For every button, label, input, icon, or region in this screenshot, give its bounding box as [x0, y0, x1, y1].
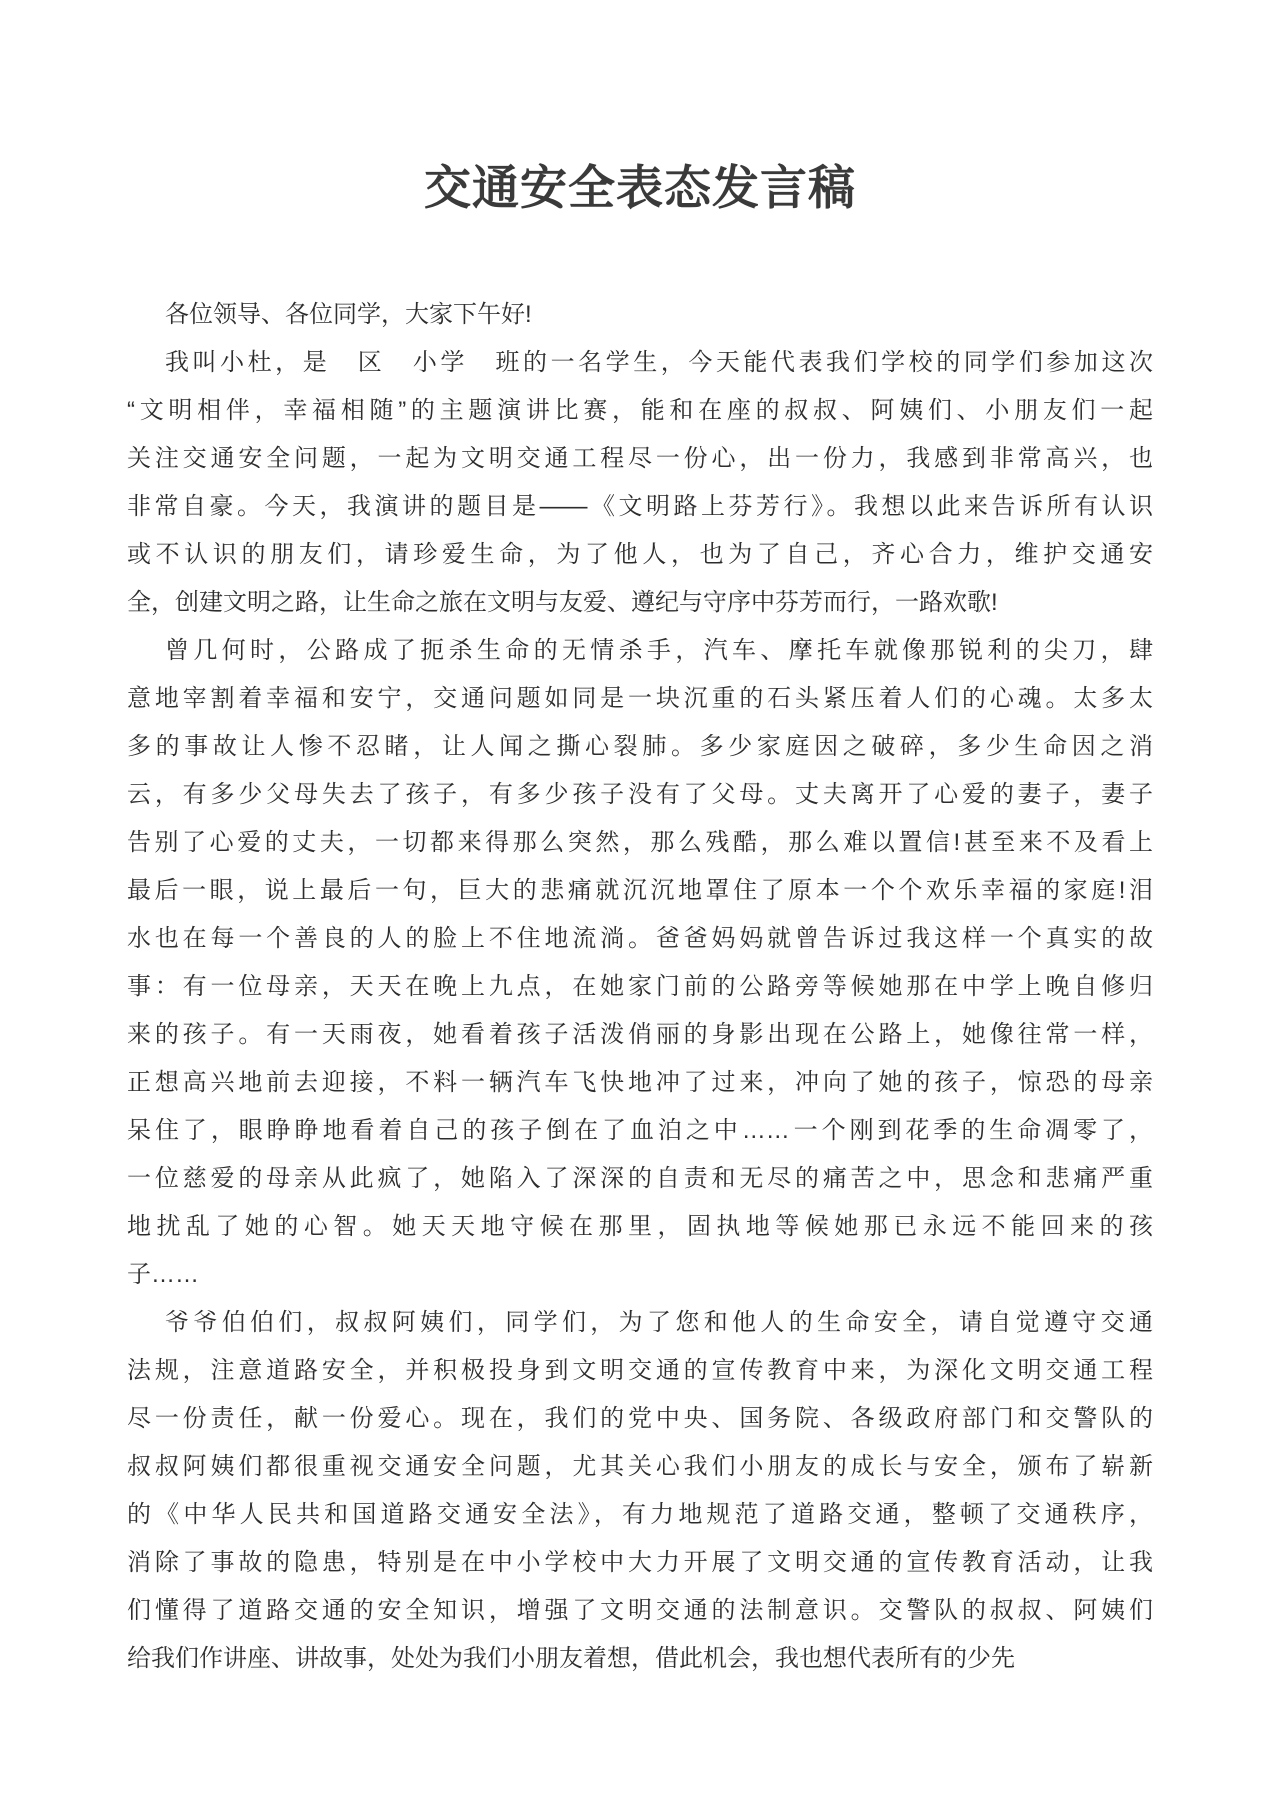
text-line: 地扰乱了她的心智。她天天地守候在那里，固执地等候她那已永远不能回来的孩	[127, 1213, 1153, 1240]
text-line: 给我们作讲座、讲故事，处处为我们小朋友着想，借此机会，我也想代表所有的少先	[127, 1645, 1015, 1672]
text-line: 曾几何时，公路成了扼杀生命的无情杀手，汽车、摩托车就像那锐利的尖刀，肆	[165, 637, 1153, 664]
text-line: 各位领导、各位同学，大家下午好!	[165, 301, 532, 328]
text-line: 意地宰割着幸福和安宁，交通问题如同是一块沉重的石头紧压着人们的心魂。太多太	[127, 685, 1153, 712]
text-line: 告别了心爱的丈夫，一切都来得那么突然，那么残酷，那么难以置信!甚至来不及看上	[127, 829, 1153, 856]
text-line: 们懂得了道路交通的安全知识，增强了文明交通的法制意识。交警队的叔叔、阿姨们	[127, 1597, 1153, 1624]
text-line: 全，创建文明之路，让生命之旅在文明与友爱、遵纪与守序中芬芳而行，一路欢歌!	[127, 589, 998, 616]
text-line: 关注交通安全问题，一起为文明交通工程尽一份心，出一份力，我感到非常高兴，也	[127, 445, 1153, 472]
text-line: 一位慈爱的母亲从此疯了，她陷入了深深的自责和无尽的痛苦之中，思念和悲痛严重	[127, 1165, 1153, 1192]
document-title: 交通安全表态发言稿	[424, 163, 856, 215]
paragraph	[127, 291, 1153, 339]
paragraph	[127, 627, 1153, 1299]
text-line: 非常自豪。今天，我演讲的题目是——《文明路上芬芳行》。我想以此来告诉所有认识	[127, 493, 1153, 520]
text-line: 正想高兴地前去迎接，不料一辆汽车飞快地冲了过来，冲向了她的孩子，惊恐的母亲	[127, 1069, 1153, 1096]
text-line: 爷爷伯伯们，叔叔阿姨们，同学们，为了您和他人的生命安全，请自觉遵守交通	[165, 1309, 1153, 1336]
text-line: 呆住了，眼睁睁地看着自己的孩子倒在了血泊之中……一个刚到花季的生命凋零了，	[127, 1117, 1153, 1144]
text-line: 或不认识的朋友们，请珍爱生命，为了他人，也为了自己，齐心合力，维护交通安	[127, 541, 1153, 568]
text-line: “文明相伴，幸福相随”的主题演讲比赛，能和在座的叔叔、阿姨们、小朋友们一起	[127, 397, 1153, 424]
text-line: 法规，注意道路安全，并积极投身到文明交通的宣传教育中来，为深化文明交通工程	[127, 1357, 1153, 1384]
document-body	[127, 291, 1153, 1683]
text-line: 尽一份责任，献一份爱心。现在，我们的党中央、国务院、各级政府部门和交警队的	[127, 1405, 1153, 1432]
text-line: 来的孩子。有一天雨夜，她看着孩子活泼俏丽的身影出现在公路上，她像往常一样，	[127, 1021, 1153, 1048]
paragraph	[127, 1299, 1153, 1683]
text-line: 云，有多少父母失去了孩子，有多少孩子没有了父母。丈夫离开了心爱的妻子，妻子	[127, 781, 1153, 808]
text-line: 消除了事故的隐患，特别是在中小学校中大力开展了文明交通的宣传教育活动，让我	[127, 1549, 1153, 1576]
text-line: 水也在每一个善良的人的脸上不住地流淌。爸爸妈妈就曾告诉过我这样一个真实的故	[127, 925, 1153, 952]
text-line: 多的事故让人惨不忍睹，让人闻之撕心裂肺。多少家庭因之破碎，多少生命因之消	[127, 733, 1153, 760]
text-line: 叔叔阿姨们都很重视交通安全问题，尤其关心我们小朋友的成长与安全，颁布了崭新	[127, 1453, 1153, 1480]
text-line: 事：有一位母亲，天天在晚上九点，在她家门前的公路旁等候她那在中学上晚自修归	[127, 973, 1153, 1000]
paragraph	[127, 339, 1153, 627]
text-line: 我叫小杜，是 区 小学 班的一名学生，今天能代表我们学校的同学们参加这次	[165, 349, 1153, 376]
text-line: 的《中华人民共和国道路交通安全法》，有力地规范了道路交通，整顿了交通秩序，	[127, 1501, 1153, 1528]
text-line: 子……	[127, 1261, 199, 1288]
text-line: 最后一眼，说上最后一句，巨大的悲痛就沉沉地罩住了原本一个个欢乐幸福的家庭!泪	[127, 877, 1153, 904]
